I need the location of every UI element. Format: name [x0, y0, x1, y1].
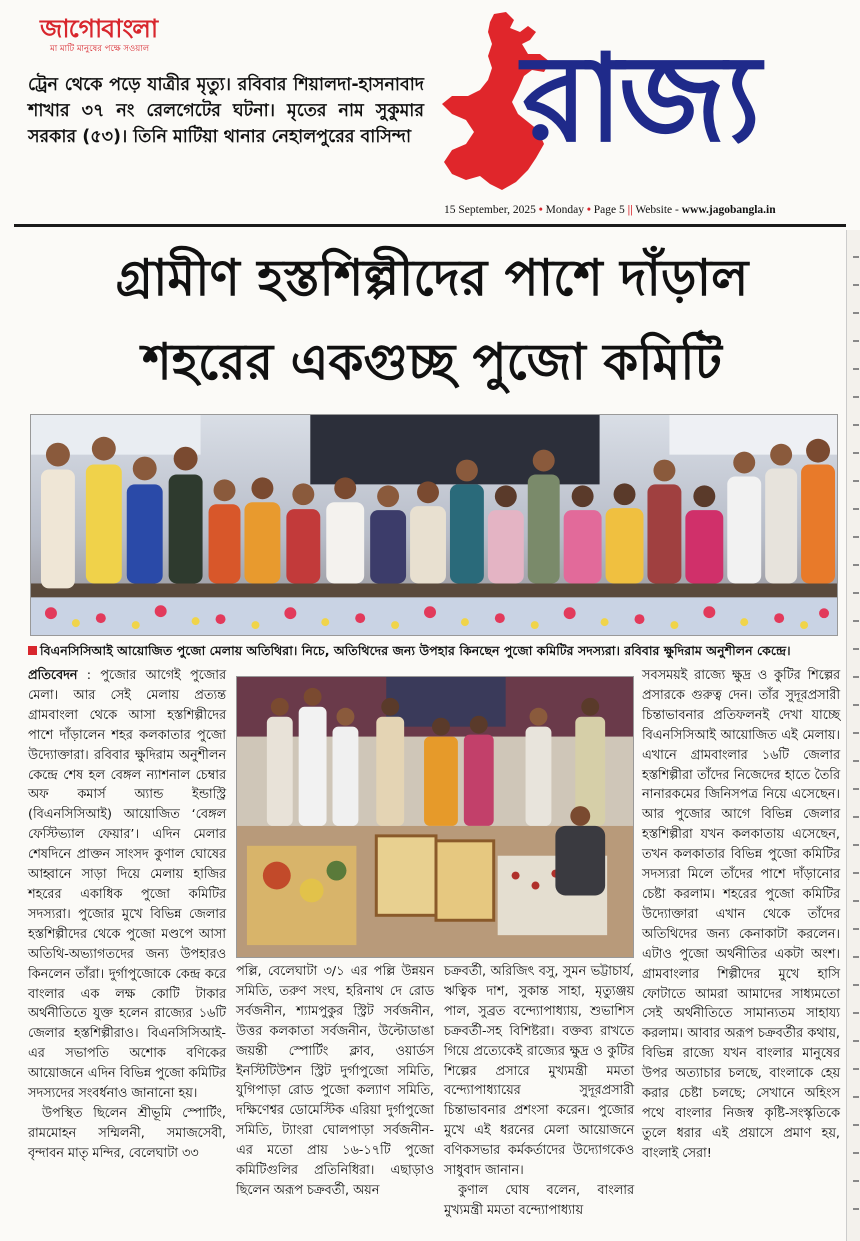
- article-paragraph: কুণাল ঘোষ বলেন, বাংলার মুখ্যমন্ত্রী মমতা বন্দ্যোপাধ্যায়: [444, 1182, 634, 1218]
- article-paragraph: [28, 666, 226, 1104]
- adjacent-page-edge: [846, 230, 860, 1241]
- bullet-separator: •: [586, 204, 591, 216]
- website-label: Website -: [635, 204, 679, 216]
- brand-name: জাগোবাংলা: [40, 14, 158, 43]
- headline-line-2: শহরের একগুচ্ছ পুজো কমিটি: [142, 333, 722, 391]
- brand-tagline: মা মাটি মানুষের পক্ষে সওয়াল: [50, 44, 150, 54]
- photo-caption: [28, 642, 842, 660]
- news-brief: ট্রেন থেকে পড়ে যাত্রীর মৃত্যু। রবিবার শিয়ালদা-হাসনাবাদ শাখার ৩৭ নং রেলগেটের ঘটনা। মৃতের নাম সুকুমার সরকার (৫৩)। তিনি মাটিয়া থানার নেহালপুরের বাসিন্দা: [28, 75, 424, 147]
- article-column-4: [642, 666, 840, 1226]
- article-paragraph: পল্লি, বেলেঘাটা ৩/১ এর পল্লি উন্নয়ন সমিতি, তরুণ সংঘ, হরিনাথ দে রোড সর্বজনীন, শ্যামপুকুর স্ট্রিট সর্বজনীন, উত্তর কলকাতা সর্বজনীন, উল্টোডাঙা জয়ন্তী স্পোর্টিং ক্লাব, ওয়ার্ডস ইনস্টিটিউশন স্ট্রিট দুর্গাপুজো সমিতি, যুগিপাড়া রোড পুজো কল্যাণ সমিতি, দক্ষিণেশ্বর ডোমেস্টিক এরিয়া দুর্গাপুজো সমিতি, ট্যাংরা ঘোলপাড়া সর্বজনীন-এর মতো প্রায় ১৬-১৭টি পুজো কমিটিগুলির প্রতিনিধিরা। এছাড়াও ছিলেন অরূপ চক্রবর্তী, অয়ন: [236, 964, 434, 1198]
- headline: [24, 236, 840, 404]
- brand-logo: [40, 14, 210, 62]
- issue-day: Monday: [545, 204, 584, 216]
- group-photo: [30, 414, 838, 636]
- headline-line-1: গ্রামীণ হস্তশিল্পীদের পাশে দাঁড়াল: [115, 249, 749, 307]
- byline: প্রতিবেদন: [28, 668, 78, 683]
- page-number: Page 5: [593, 204, 625, 216]
- article-paragraph: চক্রবর্তী, অরিজিৎ বসু, সুমন ভট্টাচার্য, ঋত্বিক দাশ, সুকান্ত সাহা, মৃত্যুঞ্জয় পাল, সুব্রত বন্দ্যোপাধ্যায়, শুভাশিস চক্রবর্তী-সহ বিশিষ্টরা। বক্তব্য রাখতে গিয়ে প্রত্যেকেই রাজ্যের ক্ষুদ্র ও কুটির শিল্পের প্রসারে মুখ্যমন্ত্রী মমতা বন্দ্যোপাধ্যায়ের সুদূরপ্রসারী চিন্তাভাবনার প্রশংসা করেন। পুজোর মুখে এই ধরনের মেলা আয়োজনে বণিকসভার কর্মকর্তাদের উদ্যোগকেও সাধুবাদ জানান।: [444, 964, 634, 1179]
- pipe-separator: ||: [627, 204, 633, 216]
- article-paragraph: সবসময়ই রাজ্যে ক্ষুদ্র ও কুটির শিল্পের প্রসারকে গুরুত্ব দেন। তাঁর সুদূরপ্রসারী চিন্তাভাবনার প্রতিফলনই দেখা যাচ্ছে বিএনসিসিআই আয়োজিত এই মেলায়। এখানে গ্রামবাংলার ১৬টি জেলার হস্তশিল্পীরা তাঁদের নিজেদের হাতে তৈরি নানারকমের জিনিসপত্র নিয়ে এসেছেন। আর পুজোর আগে বিভিন্ন জেলার হস্তশিল্পীরা যখন কলকাতায় এসেছেন, তখন কলকাতার বিভিন্ন পুজো কমিটির সদস্যরা মিলে তাঁদের পাশে দাঁড়ানোর চেষ্টা করলাম। শহরের পুজো কমিটির উদ্যোক্তারা এখান থেকে তাঁদের অতিথিদের জন্য কেনাকাটা করলেন। এটাও পুজো অর্থনীতির একটা অংশ। গ্রামবাংলার শিল্পীদের মুখে হাসি ফোটাতে আমরা আমাদের সাধ্যমতো সেই অর্থনীতিতে সামান্যতম সাহায্য করলাম। আবার অরূপ চক্রবর্তীর কথায়, বিভিন্ন রাজ্যে যখন বাংলার মানুষের উপর অত্যাচার চলছে, বাংলাকে হেয় করার চেষ্টা চলছে; সেখানে অহিংস পথে বাংলার নিজস্ব কৃষ্টি-সংস্কৃতিকে তুলে ধরার এই প্রয়াসে প্রমাণ হয়, বাংলাই সেরা!: [642, 668, 840, 1161]
- article-column-2: [236, 962, 434, 1201]
- bullet-separator: •: [538, 204, 543, 216]
- caption-marker-icon: [28, 646, 37, 655]
- article-text: : পুজোর আগেই পুজোর মেলা। আর সেই মেলায় প্রত্যন্ত গ্রামবাংলা থেকে আসা হস্তশিল্পীদের পাশে দাঁড়ালেন শহর কলকাতার পুজো উদ্যোক্তারা। রবিবার ক্ষুদিরাম অনুশীলন কেন্দ্রে শেষ হল বেঙ্গল ন্যাশনাল চেম্বার অফ কমার্স অ্যান্ড ইন্ডাস্ট্রি (বিএনসিসিআই) আয়োজিত ‘বেঙ্গল ফেস্টিভ্যাল ফেয়ার’। এদিন মেলার শেষদিনে প্রাক্তন সাংসদ কুণাল ঘোষের আহ্বানে সাড়া দিয়ে মেলায় হাজির শহরের একাধিক পুজো কমিটির সদস্যরা। পুজোর মুখে বিভিন্ন জেলার হস্তশিল্পীদের থেকে পুজো মণ্ডপে আসা অতিথি-অভ্যাগতদের জন্য উপহারও কিনলেন তাঁরা। দুর্গাপুজোকে কেন্দ্র করে বাংলার এক লক্ষ কোটি টাকার অর্থনীতিতে যুক্ত হলেন রাজ্যের ১৬টি জেলার হস্তশিল্পীরাও। বিএনসিসিআই-এর সভাপতি অশোক বণিকের আয়োজনে এদিন বিভিন্ন পুজো কমিটির সদস্যদের সংবর্ধনাও জানানো হয়।: [28, 668, 226, 1102]
- dateline: [444, 204, 856, 216]
- issue-date: 15 September, 2025: [444, 204, 536, 216]
- article-paragraph: উপস্থিত ছিলেন শ্রীভূমি স্পোর্টিং, রামমোহন সম্মিলনী, সমাজসেবী, বৃন্দাবন মাতৃ মন্দির, বেলেঘাটা ৩৩: [28, 1105, 226, 1161]
- article-column-3: [444, 962, 634, 1221]
- article-column-1: [28, 666, 226, 1226]
- caption-text: বিএনসিসিআই আয়োজিত পুজো মেলায় অতিথিরা। নিচে, অতিথিদের জন্য উপহার কিনছেন পুজো কমিটির সদস্যরা। রবিবার ক্ষুদিরাম অনুশীলন কেন্দ্রে।: [40, 643, 791, 658]
- fair-shopping-photo: [236, 676, 634, 958]
- website-link[interactable]: www.jagobangla.in: [681, 204, 776, 216]
- section-title: রাজ্য: [522, 28, 757, 169]
- masthead-rule: [14, 224, 846, 227]
